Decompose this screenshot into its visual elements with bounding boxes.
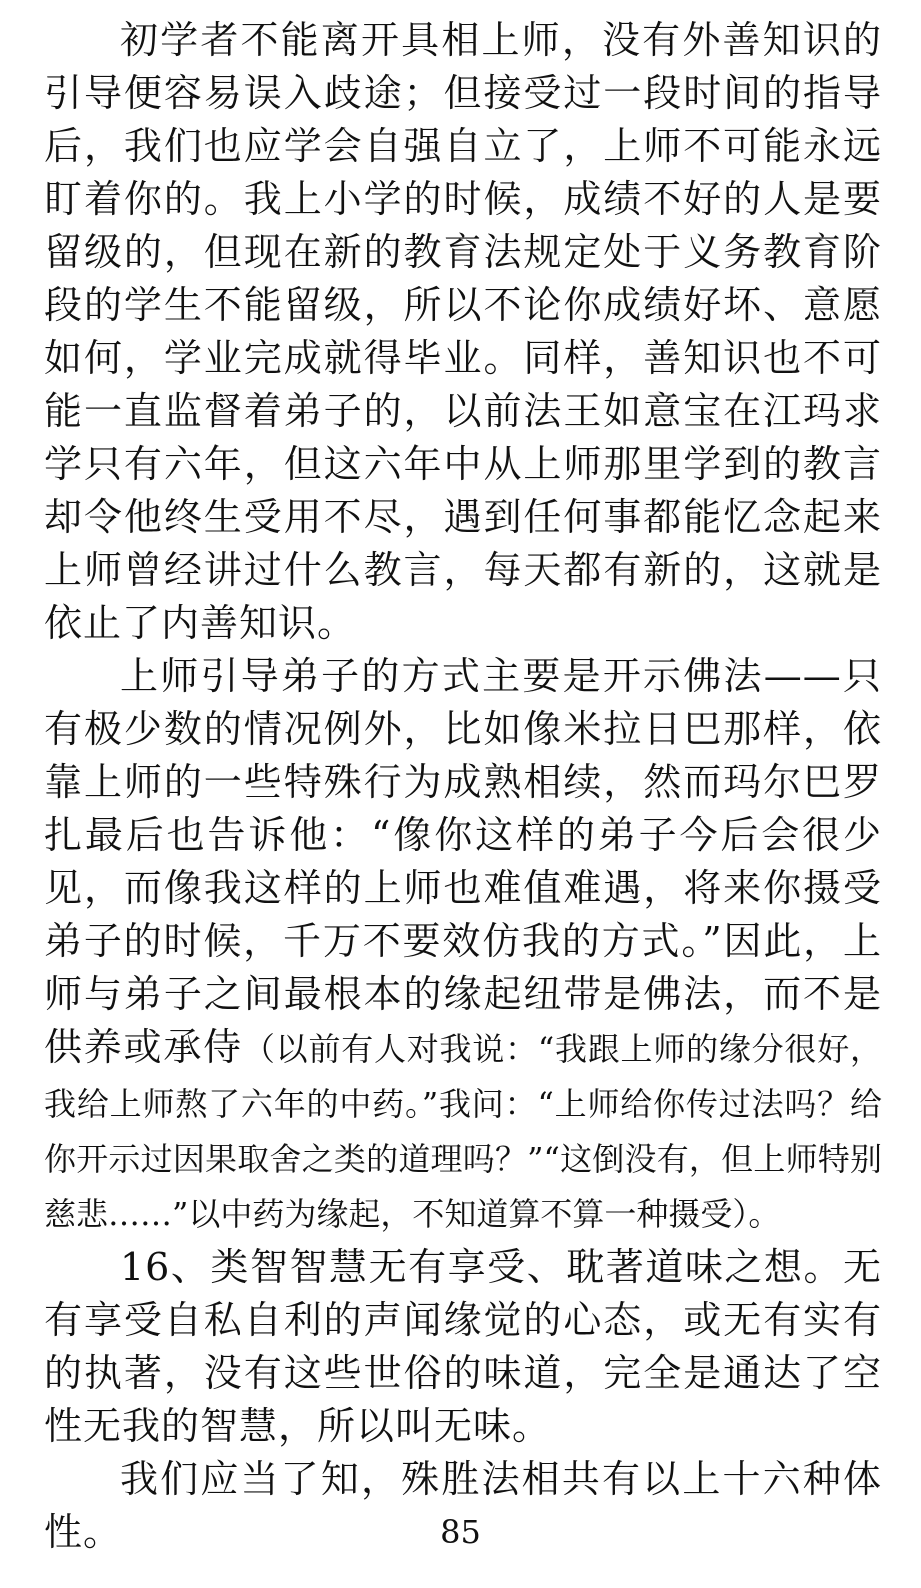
paragraph-1: 初学者不能离开具相上师，没有外善知识的引导便容易误入歧途；但接受过一段时间的指导后，我们也应学会自强自立了，上师不可能永远盯着你的。我上小学的时候，成绩不好的人是要留级的，但现在新的教育法规定处于义务教育阶段的学生不能留级，所以不论你成绩好坏、意愿如何，学业完成就得毕业。同样，善知识也不可能一直监督着弟子的，以前法王如意宝在江玛求学只有六年，但这六年中从上师那里学到的教言却令他终生受用不尽，遇到任何事都能忆念起来上师曾经讲过什么教言，每天都有新的，这就是依止了内善知识。 [44, 18, 882, 645]
page-number: 85 [440, 1513, 481, 1551]
closing-paragraph: 我们应当了知，殊胜法相共有以上十六种体性。 [44, 1457, 882, 1554]
paragraph-16: 16、类智智慧无有享受、耽著道味之想。无有享受自私自利的声闻缘觉的心态，或无有实有的执著，没有这些世俗的味道，完全是通达了空性无我的智慧，所以叫无味。 [44, 1245, 882, 1448]
page-body [44, 14, 882, 1559]
paragraph-2 [44, 650, 882, 1241]
paragraph-2-note: （以前有人对我说：“我跟上师的缘分很好，我给上师熬了六年的中药。”我问：“上师给你传过法吗？给你开示过因果取舍之类的道理吗？”“这倒没有，但上师特别慈悲……”以中药为缘起，不知道算不算一种摄受）。 [44, 1030, 882, 1233]
paragraph-2-main: 上师引导弟子的方式主要是开示佛法——只有极少数的情况例外，比如像米拉日巴那样，依靠上师的一些特殊行为成熟相续，然而玛尔巴罗扎最后也告诉他：“像你这样的弟子今后会很少见，而像我这样的上师也难值难遇，将来你摄受弟子的时候，千万不要效仿我的方式。”因此，上师与弟子之间最根本的缘起纽带是佛法，而不是供养或承侍 [44, 654, 882, 1069]
